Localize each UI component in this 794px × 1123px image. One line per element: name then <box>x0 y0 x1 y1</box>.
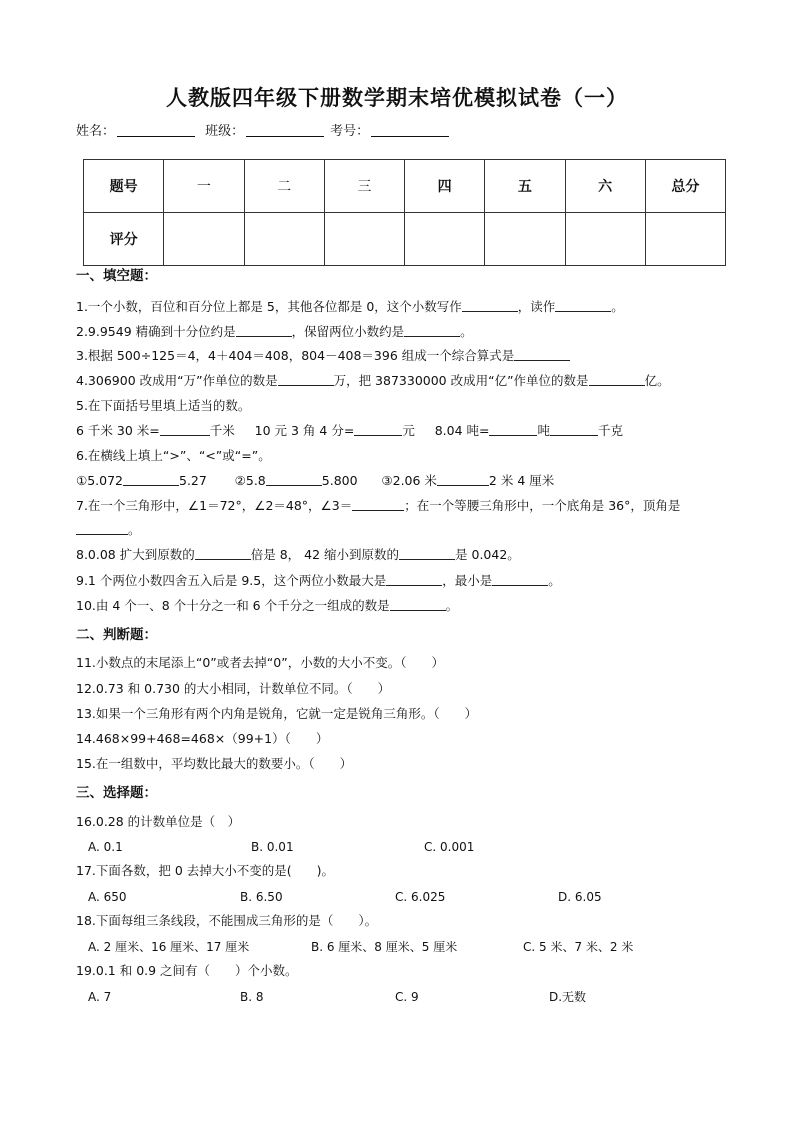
answer-blank[interactable] <box>589 374 645 386</box>
q-text: ，最小是 <box>442 573 493 588</box>
q-text: 倍是 8， 42 缩小到原数的 <box>250 547 400 562</box>
q-text: 。 <box>445 598 459 613</box>
q-text: 。 <box>128 522 141 537</box>
q-text: 千米 <box>209 423 235 438</box>
score-cell[interactable] <box>485 213 565 266</box>
answer-blank[interactable] <box>76 523 128 535</box>
option-c[interactable]: C. 5 米、7 米、2 米 <box>523 940 634 954</box>
answer-blank[interactable] <box>266 474 322 486</box>
answer-blank[interactable] <box>386 574 442 586</box>
q-text: 6 千米 30 米= <box>76 423 160 438</box>
q-text: 吨 <box>537 423 550 438</box>
q-text: ①5.072 <box>76 473 123 488</box>
score-cell[interactable] <box>324 213 404 266</box>
answer-blank[interactable] <box>278 374 334 386</box>
page-title: 人教版四年级下册数学期末培优模拟试卷（一） <box>166 86 628 110</box>
header-cell: 四 <box>405 160 485 213</box>
q-text: ③2.06 米 <box>381 473 437 488</box>
q-text: 1.一个小数，百位和百分位上都是 5，其他各位都是 0，这个小数写作 <box>76 299 462 314</box>
question-7 <box>76 498 680 514</box>
score-cell[interactable] <box>244 213 324 266</box>
q-text: 9.1 个两位小数四舍五入后是 9.5，这个两位小数最大是 <box>76 573 387 588</box>
answer-blank[interactable] <box>390 599 446 611</box>
q-text: 10.由 4 个一、8 个十分之一和 6 个千分之一组成的数是 <box>76 598 390 613</box>
header-cell: 六 <box>565 160 645 213</box>
exam-no-blank <box>371 124 449 137</box>
option-d[interactable]: D.无数 <box>549 990 587 1004</box>
option-a[interactable]: A. 7 <box>88 990 112 1004</box>
q-text: 。 <box>611 299 624 314</box>
q-text: 8.0.08 扩大到原数的 <box>76 547 195 562</box>
section-heading: 二、判断题： <box>76 627 157 643</box>
header-cell: 一 <box>164 160 244 213</box>
q-text: 5.在下面括号里填上适当的数。 <box>76 398 251 413</box>
question-18: 18.下面每组三条线段，不能围成三角形的是（ ）。 <box>76 913 378 928</box>
answer-blank[interactable] <box>352 499 404 511</box>
question-12: 12.0.73 和 0.730 的大小相同，计数单位不同。（ ） <box>76 681 391 696</box>
q-text: 。 <box>548 573 561 588</box>
question-1 <box>76 299 624 315</box>
q-text: 万，把 387330000 改成用“亿”作单位的数是 <box>333 373 589 388</box>
question-5-items <box>76 423 623 439</box>
answer-blank[interactable] <box>236 325 292 337</box>
score-table-header-row <box>84 160 726 213</box>
question-6-items <box>76 473 554 489</box>
name-blank <box>117 124 195 137</box>
q-text: ②5.8 <box>234 473 266 488</box>
header-cell: 题号 <box>84 160 164 213</box>
score-table-score-row <box>84 213 726 266</box>
score-cell[interactable] <box>164 213 244 266</box>
question-19: 19.0.1 和 0.9 之间有（ ）个小数。 <box>76 963 298 978</box>
q-text: 10 元 3 角 4 分= <box>254 423 355 438</box>
answer-blank[interactable] <box>514 349 570 361</box>
answer-blank[interactable] <box>123 474 179 486</box>
question-3 <box>76 348 570 364</box>
option-a[interactable]: A. 650 <box>88 890 127 904</box>
answer-blank[interactable] <box>160 424 210 436</box>
score-cell[interactable] <box>645 213 725 266</box>
q-text: 5.27 <box>179 473 207 488</box>
answer-blank[interactable] <box>404 325 460 337</box>
score-cell[interactable] <box>565 213 645 266</box>
q-text: 元 <box>402 423 415 438</box>
answer-blank[interactable] <box>195 548 251 560</box>
q-text: 6.在横线上填上“>”、“<”或“=”。 <box>76 448 271 463</box>
answer-blank[interactable] <box>555 300 611 312</box>
question-11: 11.小数点的末尾添上“0”或者去掉“0”，小数的大小不变。（ ） <box>76 655 444 670</box>
question-6 <box>76 448 271 464</box>
score-table <box>83 159 726 266</box>
class-blank <box>246 124 324 137</box>
answer-blank[interactable] <box>437 474 489 486</box>
option-c[interactable]: C. 0.001 <box>424 840 475 854</box>
question-2 <box>76 324 473 340</box>
q-text: 亿。 <box>644 373 670 388</box>
header-cell: 五 <box>485 160 565 213</box>
q-text: 4.306900 改成用“万”作单位的数是 <box>76 373 278 388</box>
option-d[interactable]: D. 6.05 <box>558 890 602 904</box>
section-heading: 三、选择题： <box>76 785 157 801</box>
question-8 <box>76 547 520 563</box>
q-text: 是 0.042。 <box>455 547 520 562</box>
q-text: ，保留两位小数约是 <box>291 324 405 339</box>
answer-blank[interactable] <box>462 300 518 312</box>
student-info <box>76 120 455 139</box>
option-c[interactable]: C. 6.025 <box>395 890 446 904</box>
question-15: 15.在一组数中，平均数比最大的数要小。（ ） <box>76 756 353 771</box>
q-text: 2 米 4 厘米 <box>488 473 555 488</box>
option-a[interactable]: A. 2 厘米、16 厘米、17 厘米 <box>88 940 250 954</box>
option-b[interactable]: B. 6.50 <box>240 890 283 904</box>
header-cell: 总分 <box>645 160 725 213</box>
q-text: 。 <box>460 324 473 339</box>
class-label: 班级： <box>205 124 245 139</box>
option-b[interactable]: B. 8 <box>240 990 264 1004</box>
section-heading: 一、填空题： <box>76 268 157 284</box>
answer-blank[interactable] <box>354 424 402 436</box>
q-text: 3.根据 500÷125＝4，4＋404＝408，804－408＝396 组成一个综合算式是 <box>76 348 515 363</box>
row-label-cell: 评分 <box>84 213 164 266</box>
question-9 <box>76 573 561 589</box>
question-16: 16.0.28 的计数单位是（ ） <box>76 814 241 829</box>
score-cell[interactable] <box>405 213 485 266</box>
q-text: ；在一个等腰三角形中，一个底角是 36°，顶角是 <box>404 498 681 513</box>
q-text: 8.04 吨= <box>434 423 490 438</box>
q-text: 2.9.9549 精确到十分位约是 <box>76 324 236 339</box>
answer-blank[interactable] <box>492 574 548 586</box>
q-text: 5.800 <box>321 473 358 488</box>
answer-blank[interactable] <box>489 424 537 436</box>
question-4 <box>76 373 670 389</box>
question-17: 17.下面各数，把 0 去掉大小不变的是( )。 <box>76 863 335 878</box>
question-13: 13.如果一个三角形有两个内角是锐角，它就一定是锐角三角形。（ ） <box>76 706 478 721</box>
q-text: 7.在一个三角形中，∠1＝72°，∠2＝48°，∠3＝ <box>76 498 353 513</box>
answer-blank[interactable] <box>550 424 598 436</box>
exam-no-label: 考号： <box>330 124 370 139</box>
option-a[interactable]: A. 0.1 <box>88 840 123 854</box>
header-cell: 二 <box>244 160 324 213</box>
q-text: 千克 <box>598 423 624 438</box>
option-c[interactable]: C. 9 <box>395 990 419 1004</box>
option-b[interactable]: B. 6 厘米、8 厘米、5 厘米 <box>311 940 458 954</box>
question-5 <box>76 398 250 414</box>
header-cell: 三 <box>324 160 404 213</box>
question-14: 14.468×99+468=468×（99+1）（ ） <box>76 731 329 746</box>
question-7-cont <box>76 522 141 538</box>
name-label: 姓名： <box>76 124 116 139</box>
question-10 <box>76 598 458 614</box>
q-text: ，读作 <box>517 299 556 314</box>
option-b[interactable]: B. 0.01 <box>251 840 294 854</box>
answer-blank[interactable] <box>399 548 455 560</box>
